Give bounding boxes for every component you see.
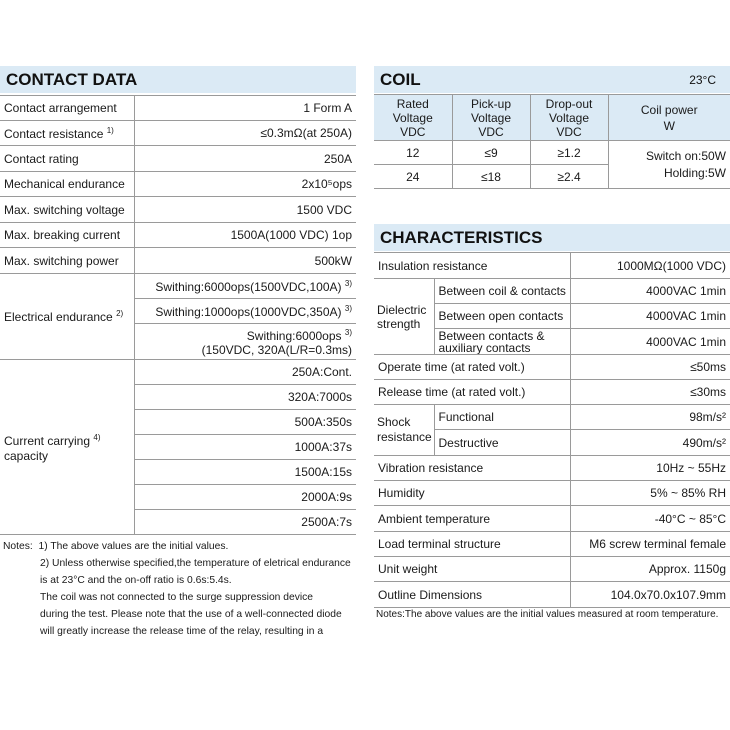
dielectric-label: Dielectric strength bbox=[374, 279, 434, 355]
row-value: 2500A:7s bbox=[134, 510, 356, 535]
row-value: 500A:350s bbox=[134, 410, 356, 435]
row-label: Vibration resistance bbox=[374, 456, 570, 481]
row-value: 500kW bbox=[134, 248, 356, 274]
table-row bbox=[374, 532, 730, 557]
contact-data-title: CONTACT DATA bbox=[6, 69, 138, 89]
row-value: Swithing:6000ops(1500VDC,100A) $^{3)}$ bbox=[134, 274, 356, 299]
row-label: Mechanical endurance bbox=[0, 172, 134, 197]
row-value: 5% ~ 85% RH bbox=[570, 481, 730, 506]
cell-pickup: ≤9 bbox=[452, 141, 530, 165]
table-row bbox=[0, 146, 356, 172]
row-sublabel: Between coil & contacts bbox=[434, 279, 570, 304]
table-row bbox=[374, 380, 730, 405]
current-carrying-label: Current carrying $^{4)}$ capacity bbox=[0, 360, 134, 535]
cell-power: Switch on:50W Holding:5W bbox=[608, 141, 730, 189]
table-row bbox=[0, 121, 356, 146]
coil-table bbox=[374, 94, 730, 189]
table-row bbox=[374, 557, 730, 582]
row-value: 490m/s² bbox=[570, 430, 730, 456]
row-label: Unit weight bbox=[374, 557, 570, 582]
row-value: 1500A(1000 VDC) 1op bbox=[134, 223, 356, 248]
electrical-endurance-label: Electrical endurance $^{2)}$ bbox=[0, 274, 134, 360]
row-value: 4000VAC 1min bbox=[570, 304, 730, 329]
row-value: 98m/s² bbox=[570, 405, 730, 430]
col-header-power: Coil power W bbox=[608, 95, 730, 141]
coil-header-row bbox=[374, 95, 730, 141]
table-row bbox=[0, 360, 356, 385]
row-sublabel: Destructive bbox=[434, 430, 570, 456]
row-label: Ambient temperature bbox=[374, 506, 570, 532]
table-row bbox=[0, 197, 356, 223]
row-label: Load terminal structure bbox=[374, 532, 570, 557]
table-row bbox=[0, 96, 356, 121]
contact-data-table bbox=[0, 95, 356, 535]
row-value: ≤50ms bbox=[570, 355, 730, 380]
row-value: 1500A:15s bbox=[134, 460, 356, 485]
row-sublabel: Between open contacts bbox=[434, 304, 570, 329]
cell-pickup: ≤18 bbox=[452, 165, 530, 189]
characteristics-note: Notes:The above values are the initial values measured at room temperature. bbox=[376, 609, 719, 620]
coil-header bbox=[374, 66, 730, 93]
col-header-dropout: Drop-out Voltage VDC bbox=[530, 95, 608, 141]
characteristics-table bbox=[374, 252, 730, 608]
cell-rated: 24 bbox=[374, 165, 452, 189]
coil-temperature: 23°C bbox=[689, 72, 716, 87]
row-value: 4000VAC 1min bbox=[570, 279, 730, 304]
cell-dropout: ≥1.2 bbox=[530, 141, 608, 165]
table-row bbox=[374, 481, 730, 506]
row-value: ≤30ms bbox=[570, 380, 730, 405]
row-label: Contact arrangement bbox=[0, 96, 134, 121]
row-value: 1 Form A bbox=[134, 96, 356, 121]
row-value: 320A:7000s bbox=[134, 385, 356, 410]
row-value: Approx. 1150g bbox=[570, 557, 730, 582]
row-label: Release time (at rated volt.) bbox=[374, 380, 570, 405]
row-value: -40°C ~ 85°C bbox=[570, 506, 730, 532]
row-label: Humidity bbox=[374, 481, 570, 506]
table-row bbox=[0, 223, 356, 248]
row-value: M6 screw terminal female bbox=[570, 532, 730, 557]
table-row bbox=[374, 355, 730, 380]
row-sublabel: Functional bbox=[434, 405, 570, 430]
table-row bbox=[0, 274, 356, 299]
table-row bbox=[374, 456, 730, 481]
row-label: Contact resistance $^{1)}$ bbox=[0, 121, 134, 146]
table-row bbox=[0, 248, 356, 274]
characteristics-title: CHARACTERISTICS bbox=[380, 227, 543, 247]
row-label: Max. switching voltage bbox=[0, 197, 134, 223]
row-value: 104.0x70.0x107.9mm bbox=[570, 582, 730, 608]
table-row bbox=[374, 279, 730, 304]
col-header-pickup: Pick-up Voltage VDC bbox=[452, 95, 530, 141]
row-value: 250A bbox=[134, 146, 356, 172]
shock-label: Shock resistance bbox=[374, 405, 434, 456]
row-value: 1500 VDC bbox=[134, 197, 356, 223]
table-row bbox=[374, 405, 730, 430]
table-row bbox=[374, 582, 730, 608]
table-row bbox=[374, 506, 730, 532]
row-value: Swithing:1000ops(1000VDC,350A) $^{3)}$ bbox=[134, 299, 356, 324]
row-label: Max. switching power bbox=[0, 248, 134, 274]
row-label: Outline Dimensions bbox=[374, 582, 570, 608]
row-value: 4000VAC 1min bbox=[570, 329, 730, 355]
row-value: 2000A:9s bbox=[134, 485, 356, 510]
row-value: 1000MΩ(1000 VDC) bbox=[570, 253, 730, 279]
coil-title: COIL bbox=[380, 69, 421, 89]
table-row bbox=[0, 172, 356, 197]
row-label: Max. breaking current bbox=[0, 223, 134, 248]
row-value: Swithing:6000ops $^{3)}$ (150VDC, 320A(L/R=0.3ms) bbox=[134, 324, 356, 360]
table-row bbox=[374, 253, 730, 279]
col-header-rated: Rated Voltage VDC bbox=[374, 95, 452, 141]
table-row bbox=[374, 141, 730, 165]
row-label: Operate time (at rated volt.) bbox=[374, 355, 570, 380]
row-value: 10Hz ~ 55Hz bbox=[570, 456, 730, 481]
contact-data-header bbox=[0, 66, 356, 93]
row-value: ≤0.3mΩ(at 250A) bbox=[134, 121, 356, 146]
cell-rated: 12 bbox=[374, 141, 452, 165]
row-label: Contact rating bbox=[0, 146, 134, 172]
row-value: 1000A:37s bbox=[134, 435, 356, 460]
row-label: Insulation resistance bbox=[374, 253, 570, 279]
row-value: 250A:Cont. bbox=[134, 360, 356, 385]
cell-dropout: ≥2.4 bbox=[530, 165, 608, 189]
characteristics-header bbox=[374, 224, 730, 251]
row-value: 2x10⁵ops bbox=[134, 172, 356, 197]
contact-notes: Notes: 1) The above values are the initial values. 2) Unless otherwise specified,the temperature of eletrical endurance is at 23°C and the on-off ratio is 0.6s:5.4s. The coil was not connected to the surge suppression device during the test. Please note that the use of a well-connected diode will greatly increase the release time of the relay, resulting in a bbox=[3, 541, 351, 637]
row-sublabel: Between contacts & auxiliary contacts bbox=[434, 329, 570, 355]
